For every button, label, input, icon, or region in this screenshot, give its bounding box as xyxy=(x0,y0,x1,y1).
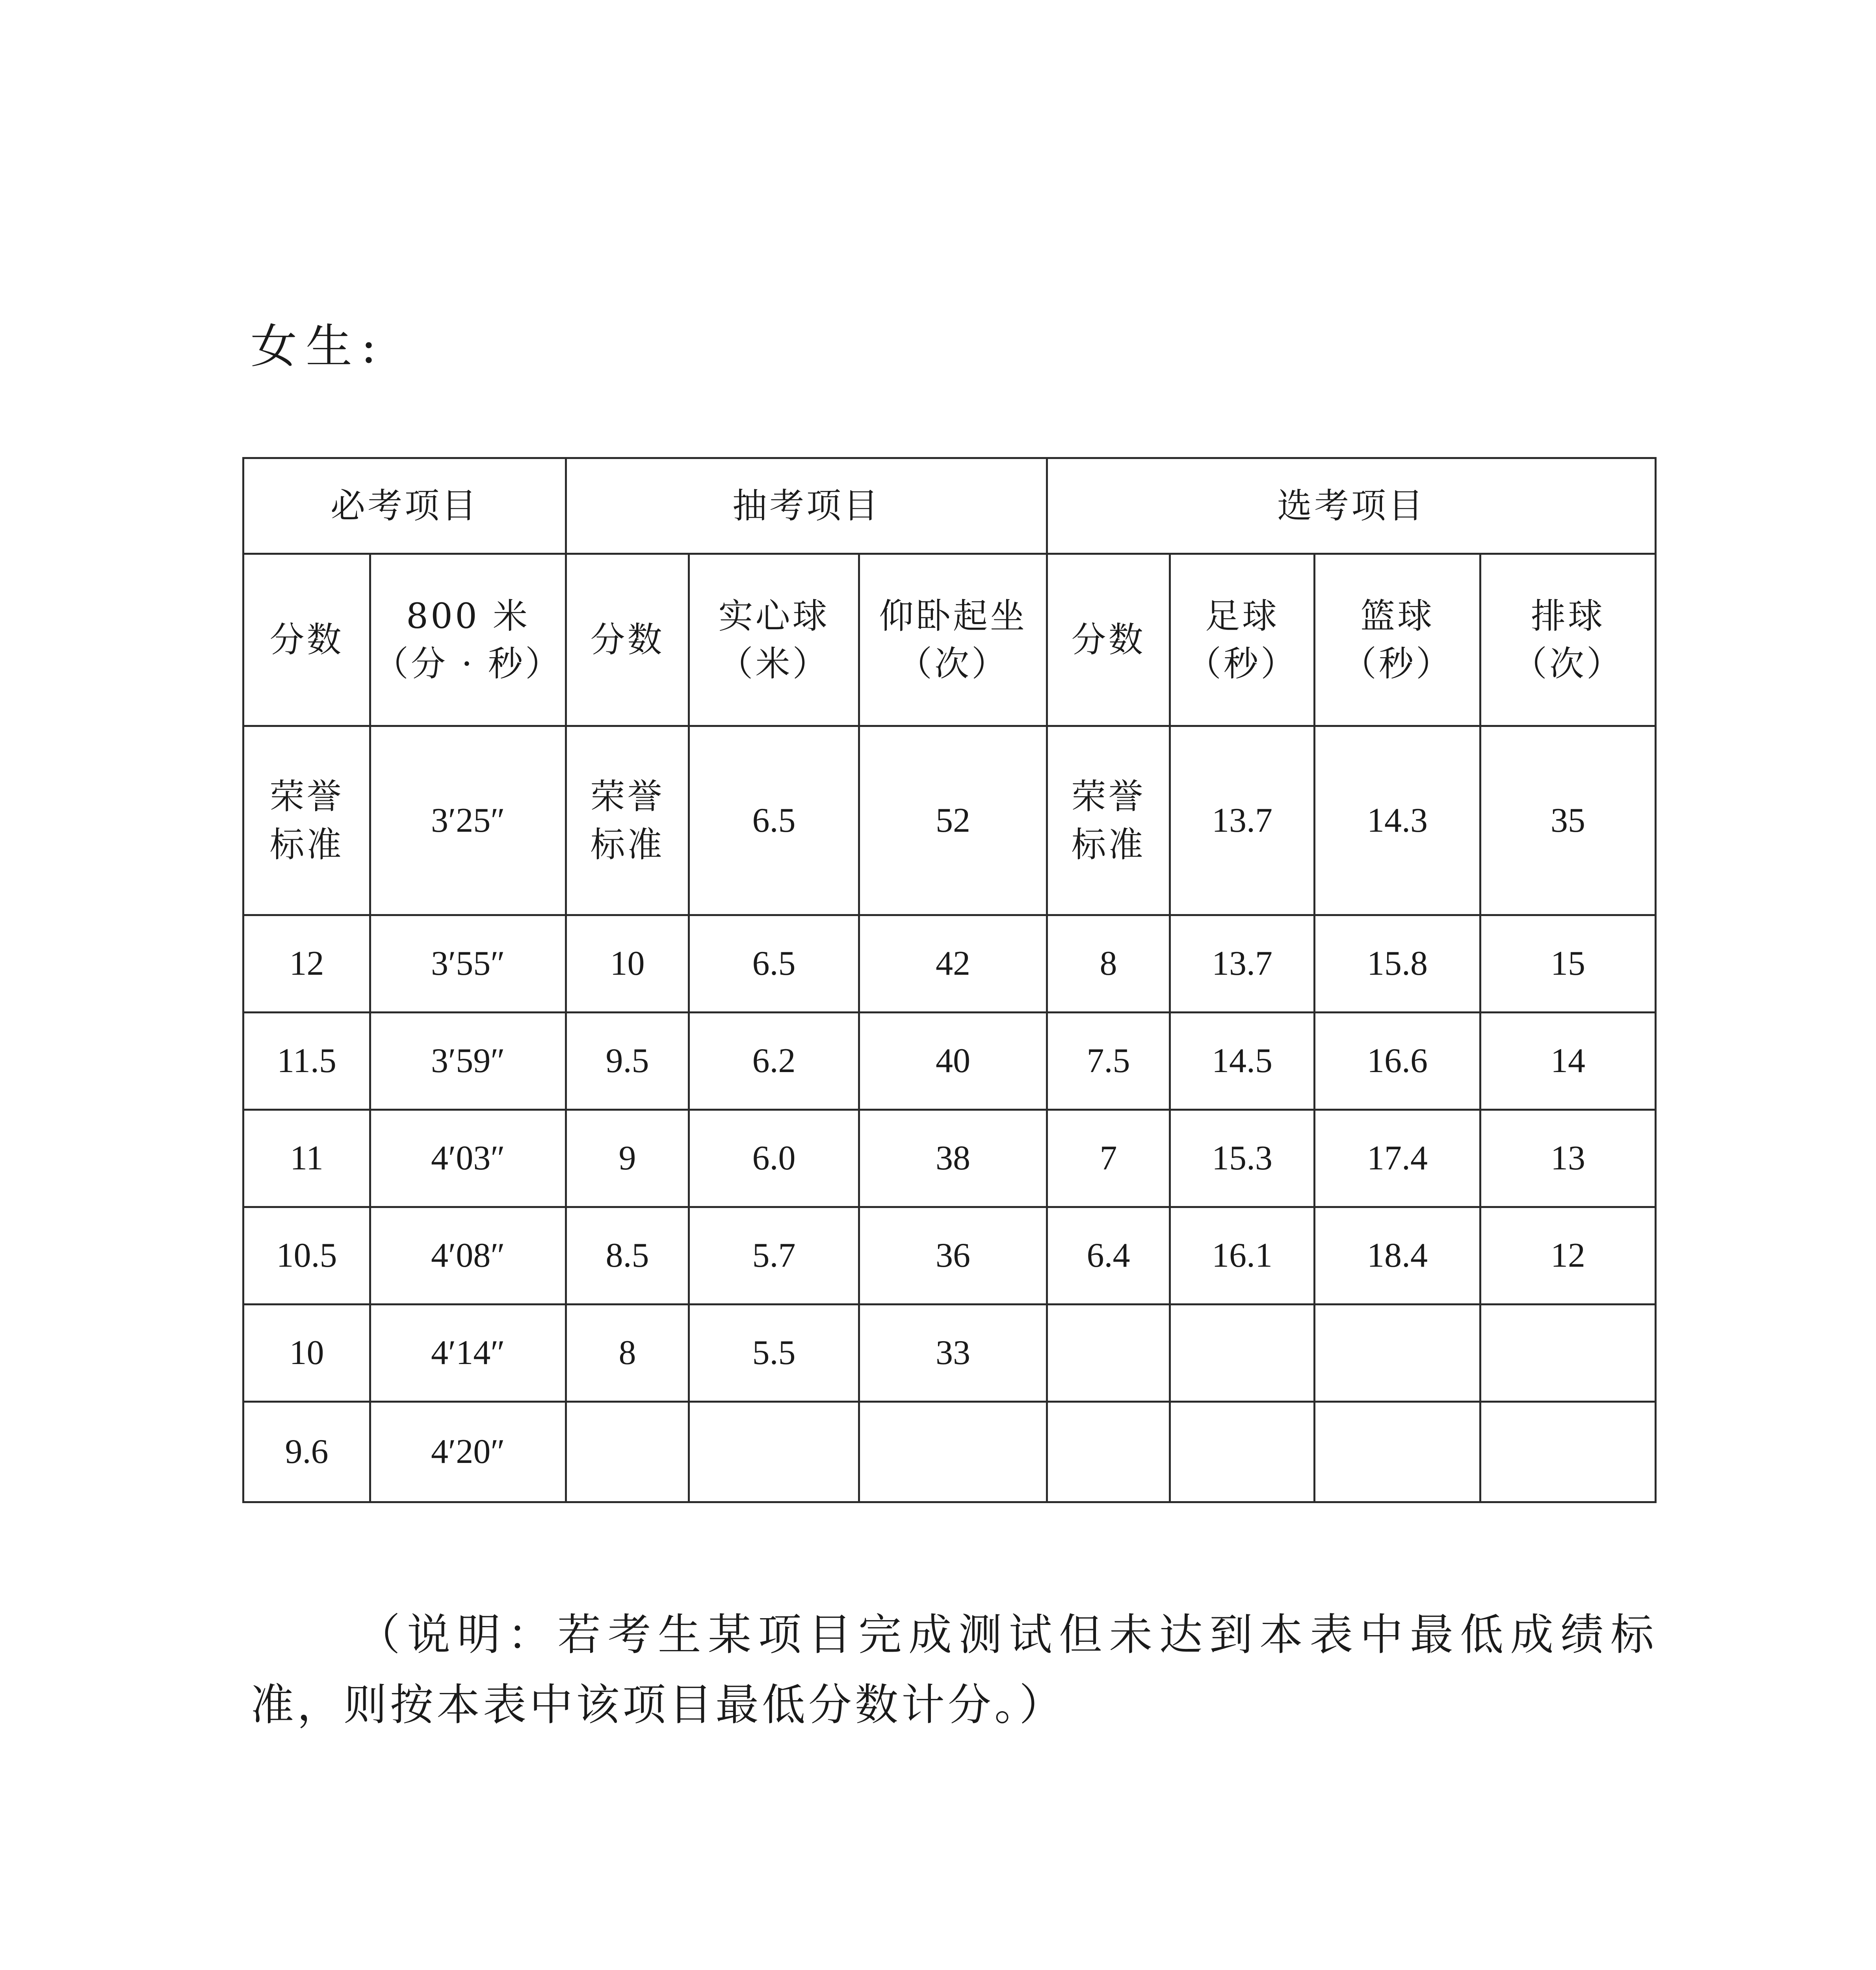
honor-volleyball: 35 xyxy=(1480,726,1656,915)
cell-basketball xyxy=(1315,1305,1480,1402)
cell-basketball: 16.6 xyxy=(1315,1013,1480,1110)
cell-score-sampled: 9 xyxy=(566,1110,689,1207)
header-volleyball-line2: （次） xyxy=(1512,643,1624,684)
group-elective: 选考项目 xyxy=(1047,458,1656,554)
table-row xyxy=(243,1110,1656,1207)
cell-medicine-ball: 5.5 xyxy=(689,1305,859,1402)
cell-run800: 4′14″ xyxy=(370,1305,566,1402)
header-medicine-ball xyxy=(689,554,859,726)
honor-label-line2: 标准 xyxy=(1071,824,1146,865)
cell-basketball: 15.8 xyxy=(1315,915,1480,1013)
cell-basketball: 18.4 xyxy=(1315,1207,1480,1305)
cell-score-required: 10 xyxy=(243,1305,370,1402)
table-row xyxy=(243,1402,1656,1502)
cell-score-required: 9.6 xyxy=(243,1402,370,1502)
honor-situps: 52 xyxy=(859,726,1047,915)
table-row xyxy=(243,915,1656,1013)
honor-football: 13.7 xyxy=(1170,726,1315,915)
cell-football xyxy=(1170,1402,1315,1502)
honor-label-line2: 标准 xyxy=(269,824,344,865)
cell-volleyball: 13 xyxy=(1480,1110,1656,1207)
honor-label-required xyxy=(243,726,370,915)
cell-football xyxy=(1170,1305,1315,1402)
cell-run800: 4′08″ xyxy=(370,1207,566,1305)
explanatory-note: （说明：若考生某项目完成测试但未达到本表中最低成绩标准，则按本表中该项目最低分数计分。） xyxy=(251,1609,1657,1730)
header-volleyball-line1: 排球 xyxy=(1531,595,1605,636)
honor-label-line1: 荣誉 xyxy=(1071,776,1146,817)
header-run800-line2: （分 · 秒） xyxy=(374,643,562,684)
cell-football: 13.7 xyxy=(1170,915,1315,1013)
group-sampled: 抽考项目 xyxy=(566,458,1047,554)
cell-situps: 38 xyxy=(859,1110,1047,1207)
cell-score-sampled xyxy=(566,1402,689,1502)
header-run800-line1: 800 米 xyxy=(406,595,530,636)
cell-score-required: 12 xyxy=(243,915,370,1013)
cell-score-elective: 8 xyxy=(1047,915,1170,1013)
honor-row xyxy=(243,726,1656,915)
cell-medicine-ball xyxy=(689,1402,859,1502)
cell-medicine-ball: 6.0 xyxy=(689,1110,859,1207)
cell-football: 15.3 xyxy=(1170,1110,1315,1207)
cell-football: 14.5 xyxy=(1170,1013,1315,1110)
cell-score-elective xyxy=(1047,1305,1170,1402)
cell-score-elective: 7 xyxy=(1047,1110,1170,1207)
honor-label-line2: 标准 xyxy=(590,824,665,865)
cell-medicine-ball: 5.7 xyxy=(689,1207,859,1305)
cell-score-elective: 6.4 xyxy=(1047,1207,1170,1305)
honor-label-line1: 荣誉 xyxy=(269,776,344,817)
cell-run800: 3′55″ xyxy=(370,915,566,1013)
cell-situps xyxy=(859,1402,1047,1502)
header-football-line2: （秒） xyxy=(1187,643,1298,684)
header-basketball xyxy=(1315,554,1480,726)
cell-run800: 4′20″ xyxy=(370,1402,566,1502)
header-medicine-ball-line1: 实心球 xyxy=(718,595,830,636)
header-basketball-line2: （秒） xyxy=(1342,643,1453,684)
cell-score-elective: 7.5 xyxy=(1047,1013,1170,1110)
cell-volleyball: 15 xyxy=(1480,915,1656,1013)
table-row xyxy=(243,1305,1656,1402)
cell-score-sampled: 9.5 xyxy=(566,1013,689,1110)
cell-volleyball: 12 xyxy=(1480,1207,1656,1305)
header-score-elective: 分数 xyxy=(1047,554,1170,726)
cell-medicine-ball: 6.5 xyxy=(689,915,859,1013)
honor-basketball: 14.3 xyxy=(1315,726,1480,915)
section-heading: 女生: xyxy=(251,319,385,374)
header-medicine-ball-line2: （米） xyxy=(718,643,830,684)
header-score-required: 分数 xyxy=(243,554,370,726)
cell-volleyball xyxy=(1480,1402,1656,1502)
honor-medicine-ball: 6.5 xyxy=(689,726,859,915)
cell-score-sampled: 8.5 xyxy=(566,1207,689,1305)
cell-score-required: 11.5 xyxy=(243,1013,370,1110)
cell-score-required: 11 xyxy=(243,1110,370,1207)
header-situps xyxy=(859,554,1047,726)
header-situps-line2: （次） xyxy=(897,643,1009,684)
header-situps-line1: 仰卧起坐 xyxy=(879,595,1027,636)
cell-run800: 3′59″ xyxy=(370,1013,566,1110)
header-score-sampled: 分数 xyxy=(566,554,689,726)
header-football-line1: 足球 xyxy=(1205,595,1280,636)
cell-run800: 4′03″ xyxy=(370,1110,566,1207)
header-basketball-line1: 篮球 xyxy=(1360,595,1435,636)
honor-label-line1: 荣誉 xyxy=(590,776,665,817)
cell-situps: 40 xyxy=(859,1013,1047,1110)
honor-label-elective xyxy=(1047,726,1170,915)
header-volleyball xyxy=(1480,554,1656,726)
column-header-row xyxy=(243,554,1656,726)
cell-volleyball xyxy=(1480,1305,1656,1402)
header-football xyxy=(1170,554,1315,726)
cell-volleyball: 14 xyxy=(1480,1013,1656,1110)
group-header-row xyxy=(243,458,1656,554)
cell-score-elective xyxy=(1047,1402,1170,1502)
cell-basketball: 17.4 xyxy=(1315,1110,1480,1207)
header-run800 xyxy=(370,554,566,726)
table-row xyxy=(243,1013,1656,1110)
cell-football: 16.1 xyxy=(1170,1207,1315,1305)
table-row xyxy=(243,1207,1656,1305)
honor-label-sampled xyxy=(566,726,689,915)
cell-situps: 42 xyxy=(859,915,1047,1013)
cell-medicine-ball: 6.2 xyxy=(689,1013,859,1110)
cell-score-sampled: 8 xyxy=(566,1305,689,1402)
cell-basketball xyxy=(1315,1402,1480,1502)
score-table xyxy=(242,457,1657,1503)
cell-score-sampled: 10 xyxy=(566,915,689,1013)
cell-situps: 36 xyxy=(859,1207,1047,1305)
honor-run800: 3′25″ xyxy=(370,726,566,915)
cell-situps: 33 xyxy=(859,1305,1047,1402)
cell-score-required: 10.5 xyxy=(243,1207,370,1305)
group-required: 必考项目 xyxy=(243,458,566,554)
